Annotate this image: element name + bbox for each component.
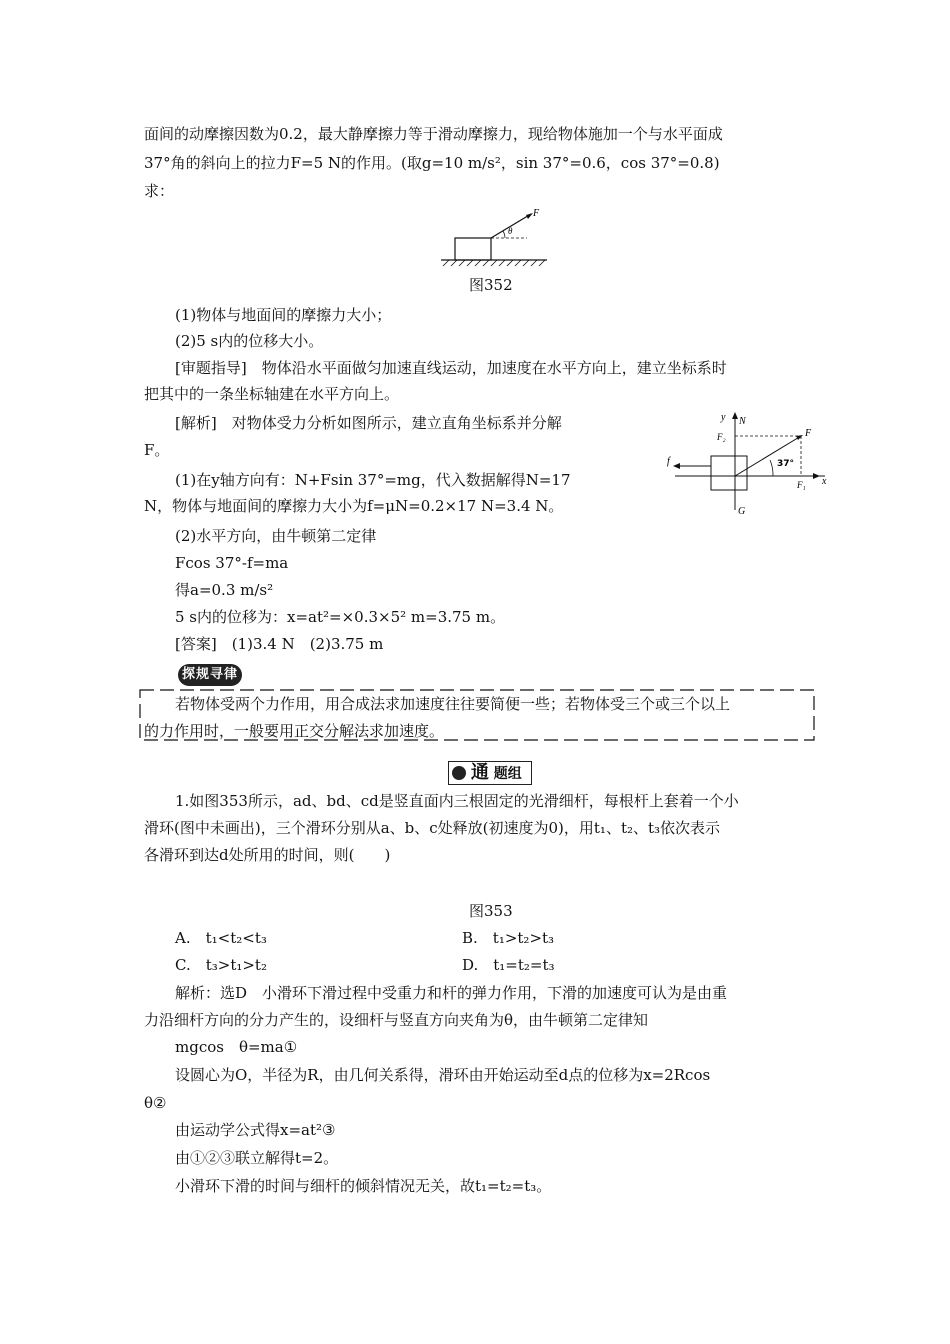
fy-label: F₂: [717, 432, 726, 442]
problem-line: 1.如图353所示，ad、bd、cd是竖直面内三根固定的光滑细杆，每根杆上套着一个小: [175, 792, 739, 810]
text-line: [审题指导] 物体沿水平面做匀加速直线运动，加速度在水平方向上，建立坐标系时: [175, 359, 727, 377]
figure-caption: 图352: [469, 276, 513, 294]
option-b: B. t₁>t₂>t₃: [462, 929, 555, 947]
text-line: [答案] (1)3.4 N (2)3.75 m: [175, 635, 384, 653]
angle-label: 37°: [777, 459, 795, 469]
angle-label: θ: [508, 226, 513, 236]
section-title-main: 通: [470, 762, 489, 783]
rule-tag: 探规寻律: [178, 664, 242, 686]
explain-line: θ②: [144, 1094, 167, 1112]
text-line: 面间的动摩擦因数为0.2，最大静摩擦力等于滑动摩擦力，现给物体施加一个与水平面成: [144, 125, 723, 143]
text-line: (1)物体与地面间的摩擦力大小；: [175, 306, 392, 324]
explain-line: 设圆心为O，半径为R，由几何关系得，滑环由开始运动至d点的位移为x=2Rcos: [175, 1066, 711, 1084]
text-line: N，物体与地面间的摩擦力大小为f=μN=0.2×17 N=3.4 N。: [144, 497, 564, 515]
explain-line: 由①②③联立解得t=2。: [175, 1149, 339, 1167]
force-diagram: [655, 410, 835, 522]
f1-label: F₁: [797, 480, 806, 490]
option-c: C. t₃>t₁>t₂: [175, 956, 267, 974]
text-line: (2)5 s内的位移大小。: [175, 332, 324, 350]
explain-line: 小滑环下滑的时间与细杆的倾斜情况无关，故t₁=t₂=t₃。: [175, 1177, 552, 1195]
text-line: [解析] 对物体受力分析如图所示，建立直角坐标系并分解: [175, 414, 562, 432]
gravity-label: G: [738, 506, 746, 517]
explain-line: 由运动学公式得x=at²③: [175, 1121, 336, 1139]
text-line: 37°角的斜向上的拉力F=5 N的作用。(取g=10 m/s²，sin 37°=0.6，cos 37°=0.8): [144, 154, 720, 172]
figure-caption: 图353: [469, 902, 513, 920]
explain-line: mgcos θ=ma①: [175, 1038, 298, 1056]
problem-line: 滑环(图中未画出)，三个滑环分别从a、b、c处释放(初速度为0)，用t₁、t₂、t₃依次表示: [144, 819, 721, 837]
text-line: 5 s内的位移为：x=at²=×0.3×5² m=3.75 m。: [175, 608, 506, 626]
text-line: 得a=0.3 m/s²: [175, 581, 274, 599]
section-bullet-icon: [452, 766, 466, 780]
rule-line: 若物体受两个力作用，用合成法求加速度往往要简便一些；若物体受三个或三个以上: [175, 695, 731, 713]
figure-352: [435, 204, 555, 270]
text-line: (1)在y轴方向有：N+Fsin 37°=mg，代入数据解得N=17: [175, 471, 571, 489]
pull-force-label: F: [805, 428, 812, 439]
section-header: [448, 761, 532, 785]
explain-line: 解析：选D 小滑环下滑过程中受重力和杆的弹力作用，下滑的加速度可认为是由重: [175, 984, 728, 1002]
y-axis-label: y: [721, 412, 726, 423]
text-line: (2)水平方向，由牛顿第二定律: [175, 527, 377, 545]
option-a: A. t₁<t₂<t₃: [175, 929, 267, 947]
problem-line: 各滑环到达d处所用的时间，则( ): [144, 846, 391, 864]
friction-label: f: [667, 456, 670, 467]
force-label: F: [533, 208, 540, 219]
text-line: F。: [144, 441, 170, 459]
x-axis-label: x: [822, 476, 827, 487]
explain-line: 力沿细杆方向的分力产生的，设细杆与竖直方向夹角为θ，由牛顿第二定律知: [144, 1011, 649, 1029]
text-line: 求：: [144, 182, 175, 200]
text-line: Fcos 37°-f=ma: [175, 554, 289, 572]
normal-force-label: N: [739, 416, 746, 427]
option-d: D. t₁=t₂=t₃: [462, 956, 555, 974]
section-title-sub: 题组: [493, 766, 522, 782]
text-line: 把其中的一条坐标轴建在水平方向上。: [144, 385, 400, 403]
rule-line: 的力作用时，一般要用正交分解法求加速度。: [144, 722, 445, 740]
